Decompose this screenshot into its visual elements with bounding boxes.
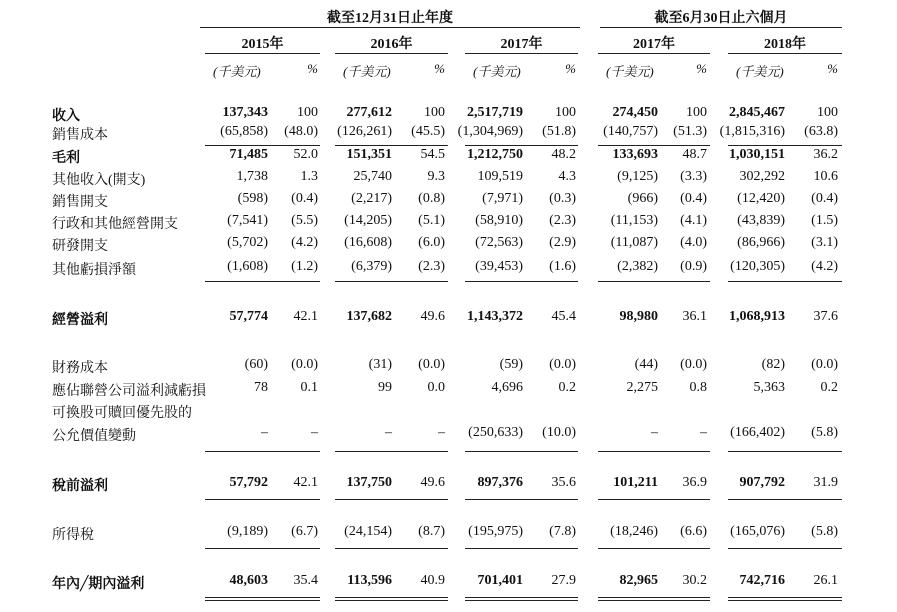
- percent-cell: 9.3: [427, 169, 445, 184]
- subtotal-rule: [335, 451, 448, 452]
- percent-cell: (5.1): [418, 213, 445, 228]
- amount-cell: 82,965: [619, 573, 658, 588]
- row-label: 公允價值變動: [52, 429, 136, 444]
- subtotal-rule: [598, 281, 710, 282]
- amount-cell: 1,030,151: [729, 147, 785, 162]
- percent-cell: 0.8: [689, 380, 707, 395]
- amount-cell: (1,608): [227, 259, 268, 274]
- year-rule: [728, 53, 842, 54]
- amount-cell: (11,153): [610, 213, 658, 228]
- amount-cell: 71,485: [229, 147, 268, 162]
- year-rule: [205, 53, 320, 54]
- amount-cell: (59): [499, 357, 523, 372]
- row-label: 可換股可贖回優先股的: [52, 406, 192, 421]
- percent-cell: 36.2: [813, 147, 838, 162]
- subtotal-rule: [205, 548, 320, 549]
- subtotal-rule: [728, 499, 842, 500]
- percent-cell: (2.3): [418, 259, 445, 274]
- percent-cell: –: [311, 425, 318, 440]
- percent-cell: (0.0): [680, 357, 707, 372]
- percent-cell: 0.0: [427, 380, 445, 395]
- percent-cell: (6.6): [680, 524, 707, 539]
- amount-cell: 99: [378, 380, 392, 395]
- percent-cell: (4.1): [680, 213, 707, 228]
- amount-cell: 57,792: [229, 475, 268, 490]
- percent-cell: (2.9): [549, 235, 576, 250]
- subtotal-rule: [465, 548, 578, 549]
- amount-cell: (9,125): [617, 169, 658, 184]
- percent-cell: (4.2): [291, 235, 318, 250]
- percent-header: %: [827, 61, 838, 76]
- amount-cell: 5,363: [753, 380, 785, 395]
- amount-cell: (120,305): [730, 259, 785, 274]
- unit-header: (千美元): [736, 64, 784, 79]
- subtotal-rule: [205, 281, 320, 282]
- unit-header: (千美元): [606, 64, 654, 79]
- unit-header: (千美元): [213, 64, 261, 79]
- amount-cell: 277,612: [346, 105, 392, 120]
- amount-cell: 1,738: [236, 169, 268, 184]
- amount-cell: 1,143,372: [467, 309, 523, 324]
- percent-cell: 30.2: [682, 573, 707, 588]
- amount-cell: 1,068,913: [729, 309, 785, 324]
- percent-cell: 0.2: [820, 380, 838, 395]
- amount-cell: (5,702): [227, 235, 268, 250]
- percent-cell: (2.3): [549, 213, 576, 228]
- subtotal-rule: [465, 499, 578, 500]
- year-header: 2018年: [764, 37, 806, 52]
- amount-cell: (9,189): [227, 524, 268, 539]
- percent-cell: (0.4): [680, 191, 707, 206]
- year-rule: [598, 53, 710, 54]
- year-header: 2015年: [241, 37, 284, 52]
- amount-cell: 137,682: [346, 309, 392, 324]
- percent-cell: 49.6: [420, 475, 445, 490]
- percent-cell: (0.4): [811, 191, 838, 206]
- amount-cell: (12,420): [737, 191, 785, 206]
- amount-cell: (966): [627, 191, 658, 206]
- total-double-rule: [205, 597, 320, 601]
- amount-cell: (2,217): [351, 191, 392, 206]
- subtotal-rule: [728, 548, 842, 549]
- percent-header: %: [696, 61, 707, 76]
- percent-header: %: [307, 61, 318, 76]
- percent-cell: (6.0): [418, 235, 445, 250]
- row-label: 行政和其他經營開支: [52, 217, 178, 232]
- percent-header: %: [434, 61, 445, 76]
- amount-cell: (195,975): [468, 524, 523, 539]
- percent-cell: (3.3): [680, 169, 707, 184]
- percent-cell: 27.9: [551, 573, 576, 588]
- percent-cell: 52.0: [293, 147, 318, 162]
- amount-cell: 302,292: [739, 169, 785, 184]
- subtotal-rule: [335, 281, 448, 282]
- amount-cell: 25,740: [353, 169, 392, 184]
- percent-cell: 26.1: [813, 573, 838, 588]
- amount-cell: 137,343: [222, 105, 268, 120]
- subtotal-rule: [598, 451, 710, 452]
- percent-cell: 37.6: [813, 309, 838, 324]
- percent-cell: (0.0): [549, 357, 576, 372]
- row-label: 年內╱期內溢利: [52, 577, 145, 592]
- amount-cell: (65,858): [220, 124, 268, 139]
- percent-cell: 54.5: [420, 147, 445, 162]
- subtotal-rule: [465, 281, 578, 282]
- amount-cell: 897,376: [477, 475, 523, 490]
- amount-cell: (86,966): [737, 235, 785, 250]
- amount-cell: (6,379): [351, 259, 392, 274]
- amount-cell: 907,792: [739, 475, 785, 490]
- percent-cell: (4.2): [811, 259, 838, 274]
- amount-cell: 137,750: [346, 475, 392, 490]
- row-label: 研發開支: [52, 239, 108, 254]
- period-group-header: 截至6月30日止六個月: [654, 11, 788, 26]
- amount-cell: (43,839): [737, 213, 785, 228]
- amount-cell: (250,633): [468, 425, 523, 440]
- percent-cell: (51.3): [673, 124, 707, 139]
- row-label: 其他收入(開支): [52, 173, 146, 188]
- amount-cell: (126,261): [337, 124, 392, 139]
- percent-cell: (0.3): [549, 191, 576, 206]
- amount-cell: 742,716: [739, 573, 785, 588]
- percent-cell: 100: [424, 105, 445, 120]
- amount-cell: 2,845,467: [729, 105, 785, 120]
- percent-cell: (4.0): [680, 235, 707, 250]
- amount-cell: (2,382): [617, 259, 658, 274]
- percent-cell: (0.9): [680, 259, 707, 274]
- subtotal-rule: [598, 145, 710, 146]
- subtotal-rule: [465, 145, 578, 146]
- amount-cell: 78: [254, 380, 268, 395]
- percent-cell: (5.5): [291, 213, 318, 228]
- subtotal-rule: [465, 451, 578, 452]
- percent-cell: 35.6: [551, 475, 576, 490]
- percent-cell: 100: [686, 105, 707, 120]
- percent-cell: 0.1: [300, 380, 318, 395]
- amount-cell: (11,087): [610, 235, 658, 250]
- percent-cell: 45.4: [551, 309, 576, 324]
- percent-cell: (63.8): [804, 124, 838, 139]
- amount-cell: (1,815,316): [719, 124, 785, 139]
- row-label: 稅前溢利: [52, 479, 108, 494]
- amount-cell: 701,401: [477, 573, 523, 588]
- amount-cell: 274,450: [612, 105, 658, 120]
- percent-cell: –: [438, 425, 445, 440]
- unit-header: (千美元): [343, 64, 391, 79]
- percent-cell: 36.1: [682, 309, 707, 324]
- amount-cell: (72,563): [475, 235, 523, 250]
- percent-cell: (1.6): [549, 259, 576, 274]
- percent-cell: 0.2: [558, 380, 576, 395]
- year-rule: [335, 53, 448, 54]
- amount-cell: 2,275: [626, 380, 658, 395]
- year-header: 2017年: [633, 37, 675, 52]
- subtotal-rule: [335, 548, 448, 549]
- amount-cell: (7,541): [227, 213, 268, 228]
- amount-cell: (31): [368, 357, 392, 372]
- group-rule: [200, 27, 580, 28]
- row-label: 應佔聯營公司溢利減虧損: [52, 384, 206, 399]
- amount-cell: (60): [244, 357, 268, 372]
- percent-cell: 100: [297, 105, 318, 120]
- percent-cell: (10.0): [542, 425, 576, 440]
- subtotal-rule: [728, 281, 842, 282]
- amount-cell: 151,351: [346, 147, 392, 162]
- total-double-rule: [465, 597, 578, 601]
- year-header: 2017年: [500, 37, 543, 52]
- amount-cell: (140,757): [603, 124, 658, 139]
- percent-cell: (45.5): [411, 124, 445, 139]
- amount-cell: 98,980: [619, 309, 658, 324]
- percent-cell: 48.7: [682, 147, 707, 162]
- amount-cell: (24,154): [344, 524, 392, 539]
- percent-cell: 35.4: [293, 573, 318, 588]
- amount-cell: (16,608): [344, 235, 392, 250]
- unit-header: (千美元): [473, 64, 521, 79]
- amount-cell: 101,211: [613, 475, 658, 490]
- amount-cell: 57,774: [229, 309, 268, 324]
- subtotal-rule: [598, 548, 710, 549]
- amount-cell: (82): [761, 357, 785, 372]
- total-double-rule: [728, 597, 842, 601]
- subtotal-rule: [728, 451, 842, 452]
- percent-cell: (0.0): [811, 357, 838, 372]
- row-label: 毛利: [52, 151, 80, 166]
- percent-cell: 40.9: [420, 573, 445, 588]
- year-header: 2016年: [370, 37, 413, 52]
- percent-cell: 1.3: [300, 169, 318, 184]
- percent-cell: (51.8): [542, 124, 576, 139]
- total-double-rule: [598, 597, 710, 601]
- percent-cell: 10.6: [813, 169, 838, 184]
- row-label: 收入: [52, 109, 80, 124]
- percent-cell: (5.8): [811, 425, 838, 440]
- percent-cell: (8.7): [418, 524, 445, 539]
- percent-cell: 36.9: [682, 475, 707, 490]
- percent-cell: (0.0): [418, 357, 445, 372]
- percent-cell: 100: [817, 105, 838, 120]
- subtotal-rule: [205, 451, 320, 452]
- percent-cell: –: [700, 425, 707, 440]
- amount-cell: 2,517,719: [467, 105, 523, 120]
- amount-cell: –: [261, 425, 268, 440]
- row-label: 銷售成本: [52, 128, 108, 143]
- percent-cell: 31.9: [813, 475, 838, 490]
- percent-cell: (48.0): [284, 124, 318, 139]
- row-label: 其他虧損淨額: [52, 263, 136, 278]
- amount-cell: (14,205): [344, 213, 392, 228]
- amount-cell: (165,076): [730, 524, 785, 539]
- percent-cell: (5.8): [811, 524, 838, 539]
- percent-cell: (7.8): [549, 524, 576, 539]
- percent-header: %: [565, 61, 576, 76]
- amount-cell: (598): [237, 191, 268, 206]
- total-double-rule: [335, 597, 448, 601]
- year-rule: [465, 53, 578, 54]
- amount-cell: (166,402): [730, 425, 785, 440]
- amount-cell: –: [385, 425, 392, 440]
- percent-cell: 42.1: [293, 309, 318, 324]
- amount-cell: (1,304,969): [457, 124, 523, 139]
- percent-cell: 4.3: [558, 169, 576, 184]
- amount-cell: (18,246): [610, 524, 658, 539]
- percent-cell: (3.1): [811, 235, 838, 250]
- amount-cell: (44): [634, 357, 658, 372]
- percent-cell: (0.8): [418, 191, 445, 206]
- percent-cell: (6.7): [291, 524, 318, 539]
- subtotal-rule: [335, 499, 448, 500]
- percent-cell: (0.4): [291, 191, 318, 206]
- subtotal-rule: [728, 145, 842, 146]
- row-label: 經營溢利: [52, 313, 108, 328]
- percent-cell: 49.6: [420, 309, 445, 324]
- amount-cell: 113,596: [347, 573, 392, 588]
- amount-cell: (58,910): [475, 213, 523, 228]
- amount-cell: 48,603: [229, 573, 268, 588]
- percent-cell: 42.1: [293, 475, 318, 490]
- amount-cell: 109,519: [477, 169, 523, 184]
- subtotal-rule: [205, 145, 320, 146]
- group-rule: [600, 27, 842, 28]
- amount-cell: 1,212,750: [467, 147, 523, 162]
- row-label: 銷售開支: [52, 195, 108, 210]
- amount-cell: –: [651, 425, 658, 440]
- percent-cell: (1.5): [811, 213, 838, 228]
- percent-cell: (0.0): [291, 357, 318, 372]
- percent-cell: (1.2): [291, 259, 318, 274]
- amount-cell: (7,971): [482, 191, 523, 206]
- subtotal-rule: [205, 499, 320, 500]
- period-group-header: 截至12月31日止年度: [327, 11, 453, 26]
- subtotal-rule: [335, 145, 448, 146]
- percent-cell: 100: [555, 105, 576, 120]
- subtotal-rule: [598, 499, 710, 500]
- amount-cell: 4,696: [491, 380, 523, 395]
- amount-cell: (39,453): [475, 259, 523, 274]
- row-label: 所得稅: [52, 528, 94, 543]
- percent-cell: 48.2: [551, 147, 576, 162]
- amount-cell: 133,693: [612, 147, 658, 162]
- row-label: 財務成本: [52, 361, 108, 376]
